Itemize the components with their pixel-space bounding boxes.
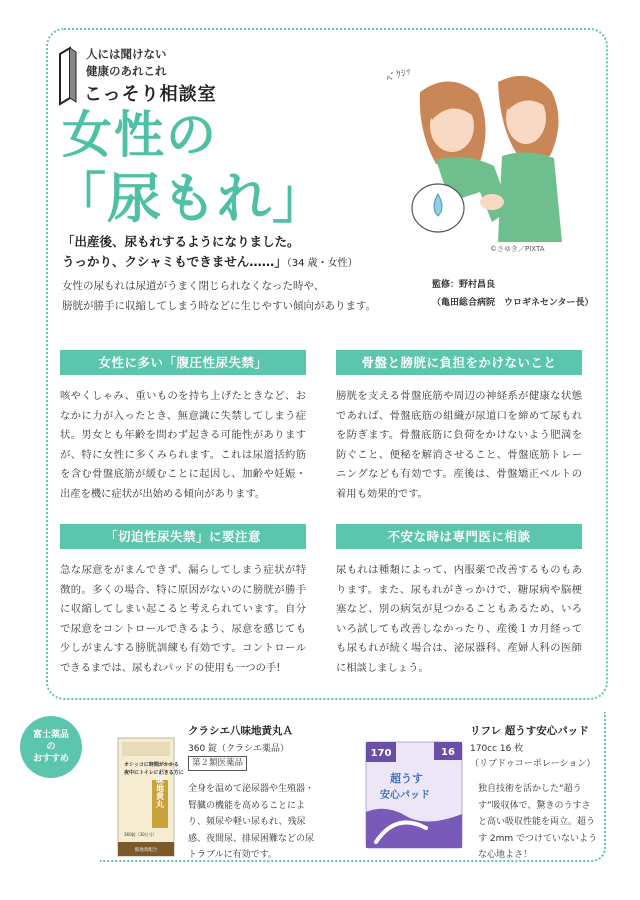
badge-line-2: の (46, 742, 56, 752)
recommendation-badge (20, 716, 82, 778)
package-name-1: 超うす (390, 772, 423, 785)
product-1-class: 第２類医薬品 (188, 756, 247, 771)
package-cc: 170 (370, 748, 392, 759)
reader-question (62, 232, 442, 274)
question-line-1: 「出産後、尿もれするようになりました。 (62, 234, 300, 249)
package-text-1: オシッコに時間がかかる (124, 762, 179, 768)
badge-line-1: 富士薬品 (32, 730, 69, 740)
package-text-2: 夜中にトイレに起きる方に (124, 770, 184, 776)
section-heading: 女性に多い「腹圧性尿失禁」 (60, 350, 306, 375)
section-body: 尿もれは種類によって、内服薬で改善するものもあります。また、尿もれがきっかけで、糖尿病や脳梗塞など、別の病気が見つかることもあるため、いろいろ試しても改善しなかったり、産後１カ月経っても尿もれが続く場合は、泌尿器科、産婦人科の医師に相談しましょう。 (336, 564, 582, 674)
badge-line-3: おすすめ (32, 754, 70, 764)
product-2-description: 独自技術を活かした“超うす”吸収体で、驚きのうすさと高い吸収性能を両立。超うす 2mm でつけていないような心地よさ！ (478, 784, 597, 860)
product-2-package (366, 742, 462, 848)
package-bottom: 熊地黄配合 (134, 848, 158, 853)
supervisor-credit (432, 276, 593, 312)
section-urge-incontinence (60, 524, 306, 679)
section-heading: 「切迫性尿失禁」に要注意 (60, 524, 306, 549)
column-logo (58, 44, 288, 106)
package-name: 八味地黄丸 (155, 768, 165, 808)
page-title-line-1: 女性の (62, 106, 218, 164)
section-body: 咳やくしゃみ、重いものを持ち上げたときなど、おなかに力が入ったとき、無意識に失禁してしまう症状。男女とも年齢を問わず起きる可能性がありますが、特に女性に多くみられます。これは尿道括約筋を含む骨盤底筋が緩むことに起因し、加齢や妊娠・出産を機に症状が出始める傾向があります。 (60, 390, 306, 500)
box-icon (58, 46, 78, 106)
product-1-detail: 360 錠（クラシエ薬品） (188, 744, 290, 754)
section-body: 急な尿意をがまんできず、漏らしてしまう症状が特徴的。多くの場合、特に原因がないのに膀胱が勝手に収縮してしまい起こると考えられています。自分で尿意をコントロールできるよう、尿意を感じても少しがまんする膀胱訓練も有効です。コントロールできるまでは、尿もれパッドの使用も一つの手! (60, 564, 306, 674)
page-title-line-2: 「尿もれ」 (52, 167, 327, 230)
logo-line-3: こっそり相談室 (84, 84, 217, 105)
package-name-2: 安心パッド (380, 790, 430, 801)
package-count: 16 (441, 747, 455, 758)
product-1-name: クラシエ八味地黄丸Ａ (188, 725, 293, 737)
section-consult-doctor (336, 524, 582, 679)
logo-line-2: 健康のあれこれ (86, 64, 167, 78)
intro-text (62, 276, 432, 316)
section-stress-incontinence (60, 350, 306, 505)
question-line-2: うっかり、クシャミもできません……」 (62, 254, 287, 269)
section-heading: 骨盤と膀胱に負担をかけないこと (336, 350, 582, 375)
intro-line-2: 膀胱が勝手に収縮してしまう時などに生じやすい傾向があります。 (62, 300, 377, 312)
illustration-credit: ©さゆき／PIXTA (490, 245, 545, 253)
logo-line-1: 人には聞けない (86, 47, 167, 61)
intro-line-1: 女性の尿もれは尿道がうまく閉じられなくなった時や、 (62, 280, 325, 292)
section-pelvis-bladder (336, 350, 582, 505)
section-heading: 不安な時は専門医に相談 (336, 524, 582, 549)
svg-text:ﾍﾞｸｼｯ: ﾍﾞｸｼｯ (385, 65, 413, 85)
product-2-detail: 170cc 16 枚 (470, 744, 524, 754)
package-count: 360錠（30日分） (124, 832, 157, 837)
woman-illustration (380, 52, 580, 242)
supervisor-affiliation: （亀田総合病院 ウロギネセンター長） (432, 298, 594, 308)
product-1-package (118, 738, 184, 856)
section-body: 膀胱を支える骨盤底筋や周辺の神経系が健康な状態であれば、骨盤底筋の組織が尿道口を締めて尿もれを防ぎます。骨盤底筋に負荷をかけないよう肥満を防ぐこと、便秘を解消させること、骨盤底筋トレーニングなども有効です。産後は、骨盤矯正ベルトの着用も効果的です。 (336, 390, 582, 500)
product-2-maker: （リブドゥコーポレーション） (470, 759, 596, 769)
supervisor-name: 監修：野村昌良 (432, 280, 496, 290)
product-1-description: 全身を温めて泌尿器や生殖器・腎臓の機能を高めることにより、頻尿や軽い尿もれ、残尿感、夜間尿、排尿困難などの尿トラブルに有効です。 (188, 784, 315, 860)
question-author: （34 歳・女性） (286, 258, 358, 269)
product-2-name: リフレ 超うす安心パッド (470, 725, 589, 737)
